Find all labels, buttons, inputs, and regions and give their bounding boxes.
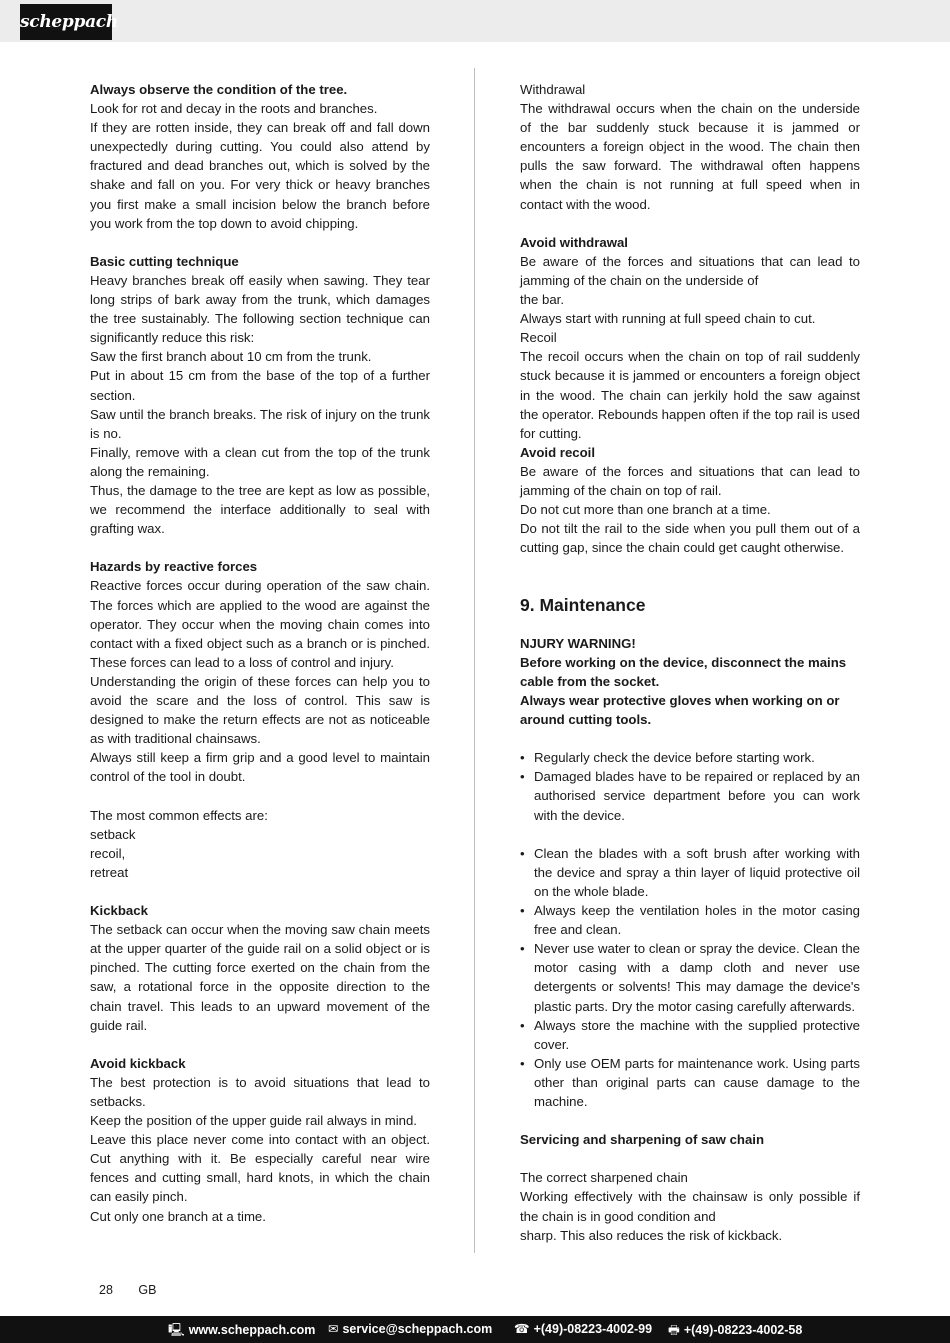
right-column — [520, 80, 860, 1245]
bold-heading: Always observe the condition of the tree. — [90, 82, 348, 97]
paragraph: The setback can occur when the moving saw chain meets at the upper quarter of the guide rail on a solid object or is pinched. The cutting force exerted on the chain from the saw, a rotational force in the opposite direction to the chain travel. This leads to an upward movement of the guide rail. — [90, 922, 430, 1033]
bold-heading: NJURY WARNING! — [520, 635, 636, 651]
paragraph: Withdrawal — [520, 82, 586, 97]
paragraph: Heavy branches break off easily when sawing. They tear long strips of bark away from the trunk, which damages the tree sustainably. The following section technique can significantly reduce this risk: — [90, 272, 430, 346]
list-item: • Only use OEM parts for maintenance work. Using parts other than original parts can cause damage to the machine. — [520, 1054, 860, 1111]
footer-email[interactable] — [328, 1321, 492, 1336]
list-item: • Always keep the ventilation holes in the motor casing free and clean. — [520, 901, 860, 939]
footer-website-text: www.scheppach.com — [188, 1323, 316, 1337]
paragraph: Reactive forces occur during operation of the saw chain. The forces which are applied to the wood are against the operator. They occur when the moving chain comes into contact with a fixed object such as a branch or is pinched. These forces can lead to a loss of control and injury. — [90, 578, 430, 670]
spacer — [520, 1149, 860, 1168]
monitor-icon: 🖳 — [168, 1323, 185, 1337]
paragraph: Always start with running at full speed chain to cut. — [520, 311, 816, 327]
paragraph: Do not tilt the rail to the side when you pull them out of a cutting gap, since the chain could get caught otherwise. — [520, 521, 860, 556]
paragraph: Understanding the origin of these forces can help you to avoid the scare and the loss of control. This saw is designed to make the return effects are not as noticeable as with traditional chainsaws. — [90, 673, 430, 747]
paragraph: the bar. — [520, 292, 564, 308]
paragraph: Look for rot and decay in the roots and branches. — [90, 101, 378, 117]
list-item: • Damaged blades have to be repaired or replaced by an authorised service department before you can work with the device. — [520, 767, 860, 824]
footer-email-text: service@scheppach.com — [342, 1322, 493, 1336]
spacer — [520, 729, 860, 748]
paragraph: Saw the first branch about 10 cm from the trunk. — [90, 349, 372, 365]
footer-bar — [0, 1316, 950, 1343]
fax-icon: 🖶 — [668, 1323, 680, 1337]
bold-heading: Hazards by reactive forces — [90, 559, 258, 575]
paragraph: Be aware of the forces and situations that can lead to jamming of the chain on the underside of — [520, 253, 860, 288]
phone-icon: ☎ — [514, 1322, 530, 1336]
bold-heading: Always wear protective gloves when working on or around cutting tools. — [520, 693, 840, 728]
bold-heading: Servicing and sharpening of saw chain — [520, 1132, 765, 1148]
bullet-list — [520, 844, 860, 1111]
bold-heading: Avoid withdrawal — [520, 234, 628, 250]
scheppach-logo: scheppach — [20, 4, 112, 40]
left-column — [90, 80, 430, 1226]
paragraph: Do not cut more than one branch at a time. — [520, 502, 771, 518]
footer-fax — [668, 1321, 802, 1342]
list-item: • Regularly check the device before starting work. — [520, 748, 860, 767]
list-item: • Clean the blades with a soft brush after working with the device and spray a thin layer of liquid protective oil on the whole blade. — [520, 844, 860, 901]
list-item: • Never use water to clean or spray the device. Clean the motor casing with a damp cloth and never use detergents or solvents! This may damage the device's plastic parts. Dry the motor casing carefully afterwards. — [520, 939, 860, 1015]
paragraph: The correct sharpened chain — [520, 1170, 688, 1186]
paragraph: Put in about 15 cm from the base of the top of a further section. — [90, 368, 430, 403]
spacer — [520, 1111, 860, 1130]
paragraph: Leave this place never come into contact with an object. Cut anything with it. Be especially careful near wire fences and cutting small, hard knots, in which the chain can easily pinch. — [90, 1132, 430, 1205]
header-bar — [0, 0, 950, 42]
spacer — [90, 233, 430, 252]
page-number — [99, 1283, 156, 1297]
paragraph: The most common effects are: — [90, 807, 268, 823]
spacer — [520, 825, 860, 844]
bold-heading: Avoid recoil — [520, 444, 595, 460]
paragraph: Finally, remove with a clean cut from the top of the trunk along the remaining. — [90, 444, 430, 479]
paragraph: Recoil — [520, 330, 557, 346]
paragraph: Be aware of the forces and situations that can lead to jamming of the chain on top of rail. — [520, 463, 860, 498]
paragraph: Working effectively with the chainsaw is only possible if the chain is in good condition and — [520, 1189, 860, 1224]
spacer — [90, 538, 430, 557]
footer-fax-text: +(49)-08223-4002-58 — [683, 1323, 803, 1337]
bold-heading: Avoid kickback — [90, 1055, 186, 1071]
paragraph: retreat — [90, 864, 129, 880]
spacer — [520, 214, 860, 233]
bold-heading: Before working on the device, disconnect the mains cable from the socket. — [520, 654, 847, 689]
paragraph: sharp. This also reduces the risk of kickback. — [520, 1227, 783, 1243]
spacer — [90, 882, 430, 901]
paragraph: If they are rotten inside, they can break off and fall down unexpectedly during cutting. You could also attend by fractured and dead branches out, which is solved by the shake and fall on you. For very thick or heavy branches you first make a small incision below the branch before you work from the top down to avoid chipping. — [90, 120, 430, 231]
paragraph: Keep the position of the upper guide rail always in mind. — [90, 1113, 417, 1129]
list-item: • Always store the machine with the supplied protective cover. — [520, 1016, 860, 1054]
spacer — [520, 557, 860, 576]
bold-heading: Kickback — [90, 903, 148, 919]
paragraph: Always still keep a firm grip and a good level to maintain control of the tool in doubt. — [90, 750, 430, 785]
paragraph: The withdrawal occurs when the chain on the underside of the bar suddenly stuck because it is jammed or encounters a foreign object in the wood. The chain then pulls the saw forward. The withdrawal often happens when the chain is not running at full speed when in contact with the wood. — [520, 101, 860, 212]
paragraph: Thus, the damage to the tree are kept as low as possible, we recommend the interface additionally to seal with grafting wax. — [90, 482, 430, 537]
column-divider — [474, 68, 475, 1253]
paragraph: Cut only one branch at a time. — [90, 1208, 266, 1224]
footer-phone-text: +(49)-08223-4002-99 — [533, 1322, 653, 1336]
paragraph: The best protection is to avoid situations that lead to setbacks. — [90, 1074, 430, 1109]
spacer — [520, 576, 860, 595]
mail-icon: ✉ — [328, 1322, 339, 1336]
spacer — [90, 1035, 430, 1054]
bullet-list — [520, 748, 860, 824]
page-language: GB — [138, 1283, 157, 1297]
page-number-value: 28 — [99, 1283, 113, 1297]
spacer — [90, 786, 430, 805]
paragraph: Saw until the branch breaks. The risk of injury on the trunk is no. — [90, 406, 430, 441]
footer-website[interactable] — [168, 1321, 315, 1342]
paragraph: The recoil occurs when the chain on top of rail suddenly stuck because it is jammed or encounters a foreign object in the wood. The chain can jerkily hold the saw against the operator. Rebounds happen often if the top rail is used for cutting. — [520, 349, 860, 441]
bold-heading: Basic cutting technique — [90, 253, 239, 269]
spacer — [520, 615, 860, 634]
section-heading: 9. Maintenance — [520, 594, 646, 615]
paragraph: recoil, — [90, 845, 126, 861]
footer-phone — [514, 1321, 652, 1336]
paragraph: setback — [90, 826, 136, 842]
